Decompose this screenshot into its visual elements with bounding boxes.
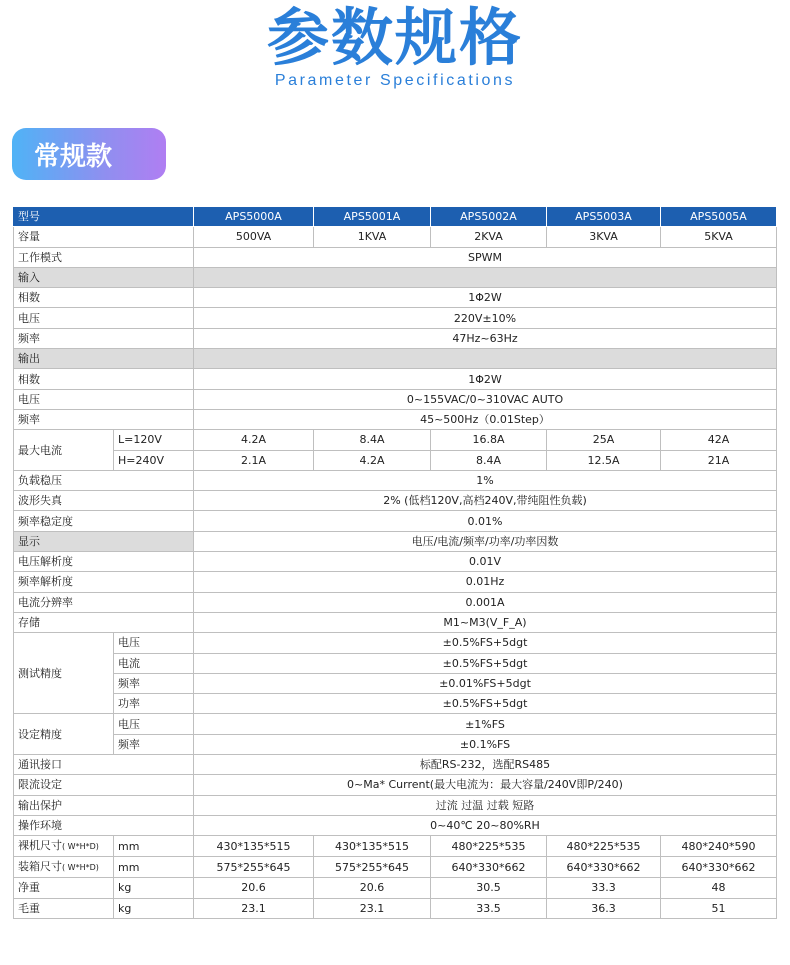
sub-label: 电压 [114, 714, 194, 734]
row-label: 电压 [14, 308, 194, 328]
spec-table [13, 206, 777, 919]
cell-value: 0~40℃ 20~80%RH [194, 815, 777, 835]
cell-value: ±0.1%FS [194, 734, 777, 754]
cell-value: 0.01Hz [194, 572, 777, 592]
row-label: 输出保护 [14, 795, 194, 815]
cell-value: 电压/电流/频率/功率/功率因数 [194, 531, 777, 551]
table-row [14, 898, 777, 918]
unit-label: mm [114, 836, 194, 857]
sub-label: 功率 [114, 694, 194, 714]
row-label-text: 装箱尺寸 [18, 860, 62, 874]
cell-value: 0~Ma* Current(最大电流为：最大容量/240V即P/240) [194, 775, 777, 795]
unit-label: kg [114, 878, 194, 898]
cell-value: 575*255*645 [314, 857, 431, 878]
row-label: 电流分辨率 [14, 592, 194, 612]
page-title: 参数规格 [266, 1, 523, 74]
row-label: 相数 [14, 288, 194, 308]
table-row [14, 673, 777, 693]
model-header-label: 型号 [14, 207, 194, 227]
table-row [14, 430, 777, 450]
model-name: APS5005A [661, 207, 777, 227]
cell-value: 23.1 [314, 898, 431, 918]
row-label: 电压解析度 [14, 552, 194, 572]
table-row [14, 775, 777, 795]
cell-value: 33.5 [431, 898, 547, 918]
row-label: 相数 [14, 369, 194, 389]
sub-label: 频率 [114, 734, 194, 754]
cell-value: 575*255*645 [194, 857, 314, 878]
model-name: APS5001A [314, 207, 431, 227]
table-row [14, 409, 777, 429]
cell-value: 220V±10% [194, 308, 777, 328]
cell-value: 2KVA [431, 227, 547, 247]
cell-value: 21A [661, 450, 777, 470]
table-row [14, 694, 777, 714]
section-row-output [14, 349, 777, 369]
cell-value: 430*135*515 [314, 836, 431, 857]
cell-value: 500VA [194, 227, 314, 247]
row-label: 存储 [14, 612, 194, 632]
cell-value: 20.6 [194, 878, 314, 898]
row-label: 通讯接口 [14, 755, 194, 775]
cell-value: 1Φ2W [194, 369, 777, 389]
row-label [14, 836, 114, 857]
cell-value: ±0.5%FS+5dgt [194, 653, 777, 673]
section-row-input [14, 267, 777, 287]
cell-value: 33.3 [547, 878, 661, 898]
cell-value: ±1%FS [194, 714, 777, 734]
row-label-note: ( W*H*D) [62, 842, 99, 852]
section-fill [194, 267, 777, 287]
table-header-row [14, 207, 777, 227]
cell-value: 1Φ2W [194, 288, 777, 308]
cell-value: 2% (低档120V,高档240V,带纯阻性负载) [194, 491, 777, 511]
cell-value: 8.4A [431, 450, 547, 470]
section-label: 输出 [14, 349, 194, 369]
table-row [14, 572, 777, 592]
sub-label: 频率 [114, 673, 194, 693]
row-label: 波形失真 [14, 491, 194, 511]
sub-label: 电压 [114, 633, 194, 653]
cell-value: 23.1 [194, 898, 314, 918]
sub-label: 电流 [114, 653, 194, 673]
table-row [14, 247, 777, 267]
page-subtitle: Parameter Specifications [274, 72, 516, 89]
row-label: 测试精度 [14, 633, 114, 714]
section-label: 显示 [14, 531, 194, 551]
model-name: APS5003A [547, 207, 661, 227]
cell-value: 2.1A [194, 450, 314, 470]
cell-value: 12.5A [547, 450, 661, 470]
cell-value: 0~155VAC/0~310VAC AUTO [194, 389, 777, 409]
cell-value: 25A [547, 430, 661, 450]
table-row [14, 714, 777, 734]
table-row [14, 612, 777, 632]
cell-value: 430*135*515 [194, 836, 314, 857]
cell-value: 47Hz~63Hz [194, 328, 777, 348]
row-label: 频率 [14, 409, 194, 429]
row-label-text: 裸机尺寸 [18, 839, 62, 853]
cell-value: SPWM [194, 247, 777, 267]
row-label: 工作模式 [14, 247, 194, 267]
cell-value: 640*330*662 [431, 857, 547, 878]
row-label-note: ( W*H*D) [62, 863, 99, 873]
table-row [14, 491, 777, 511]
sub-label: H=240V [114, 450, 194, 470]
cell-value: 16.8A [431, 430, 547, 450]
cell-value: 51 [661, 898, 777, 918]
category-badge-label: 常规款 [34, 141, 113, 172]
cell-value: 640*330*662 [547, 857, 661, 878]
cell-value: 5KVA [661, 227, 777, 247]
cell-value: ±0.5%FS+5dgt [194, 694, 777, 714]
table-row [14, 857, 777, 878]
cell-value: 480*225*535 [431, 836, 547, 857]
cell-value: 4.2A [314, 450, 431, 470]
cell-value: 20.6 [314, 878, 431, 898]
table-row [14, 592, 777, 612]
table-row [14, 653, 777, 673]
row-label: 负载稳压 [14, 470, 194, 490]
row-label: 限流设定 [14, 775, 194, 795]
table-row [14, 227, 777, 247]
table-row [14, 755, 777, 775]
unit-label: mm [114, 857, 194, 878]
row-label: 设定精度 [14, 714, 114, 755]
table-row [14, 815, 777, 835]
cell-value: 1% [194, 470, 777, 490]
cell-value: 45~500Hz（0.01Step） [194, 409, 777, 429]
cell-value: 4.2A [194, 430, 314, 450]
table-row [14, 450, 777, 470]
section-fill [194, 349, 777, 369]
row-label: 频率稳定度 [14, 511, 194, 531]
cell-value: 8.4A [314, 430, 431, 450]
cell-value: 标配RS-232，选配RS485 [194, 755, 777, 775]
cell-value: ±0.01%FS+5dgt [194, 673, 777, 693]
cell-value: 42A [661, 430, 777, 450]
model-name: APS5000A [194, 207, 314, 227]
cell-value: M1~M3(V_F_A) [194, 612, 777, 632]
cell-value: ±0.5%FS+5dgt [194, 633, 777, 653]
table-row [14, 288, 777, 308]
row-label: 频率 [14, 328, 194, 348]
table-row [14, 734, 777, 754]
cell-value: 3KVA [547, 227, 661, 247]
model-name: APS5002A [431, 207, 547, 227]
row-label: 最大电流 [14, 430, 114, 471]
cell-value: 0.01V [194, 552, 777, 572]
cell-value: 480*240*590 [661, 836, 777, 857]
table-row [14, 328, 777, 348]
row-label: 频率解析度 [14, 572, 194, 592]
table-row [14, 308, 777, 328]
table-row [14, 511, 777, 531]
row-label: 容量 [14, 227, 194, 247]
row-label: 操作环境 [14, 815, 194, 835]
section-row-display [14, 531, 777, 551]
sub-label: L=120V [114, 430, 194, 450]
table-row [14, 633, 777, 653]
table-row [14, 795, 777, 815]
cell-value: 30.5 [431, 878, 547, 898]
row-label [14, 857, 114, 878]
cell-value: 48 [661, 878, 777, 898]
category-badge [12, 128, 166, 180]
table-row [14, 369, 777, 389]
cell-value: 640*330*662 [661, 857, 777, 878]
cell-value: 过流 过温 过载 短路 [194, 795, 777, 815]
table-row [14, 470, 777, 490]
row-label: 电压 [14, 389, 194, 409]
cell-value: 0.01% [194, 511, 777, 531]
table-row [14, 878, 777, 898]
unit-label: kg [114, 898, 194, 918]
cell-value: 0.001A [194, 592, 777, 612]
cell-value: 1KVA [314, 227, 431, 247]
table-row [14, 836, 777, 857]
table-row [14, 552, 777, 572]
row-label: 毛重 [14, 898, 114, 918]
table-row [14, 389, 777, 409]
row-label: 净重 [14, 878, 114, 898]
cell-value: 36.3 [547, 898, 661, 918]
cell-value: 480*225*535 [547, 836, 661, 857]
section-label: 输入 [14, 267, 194, 287]
